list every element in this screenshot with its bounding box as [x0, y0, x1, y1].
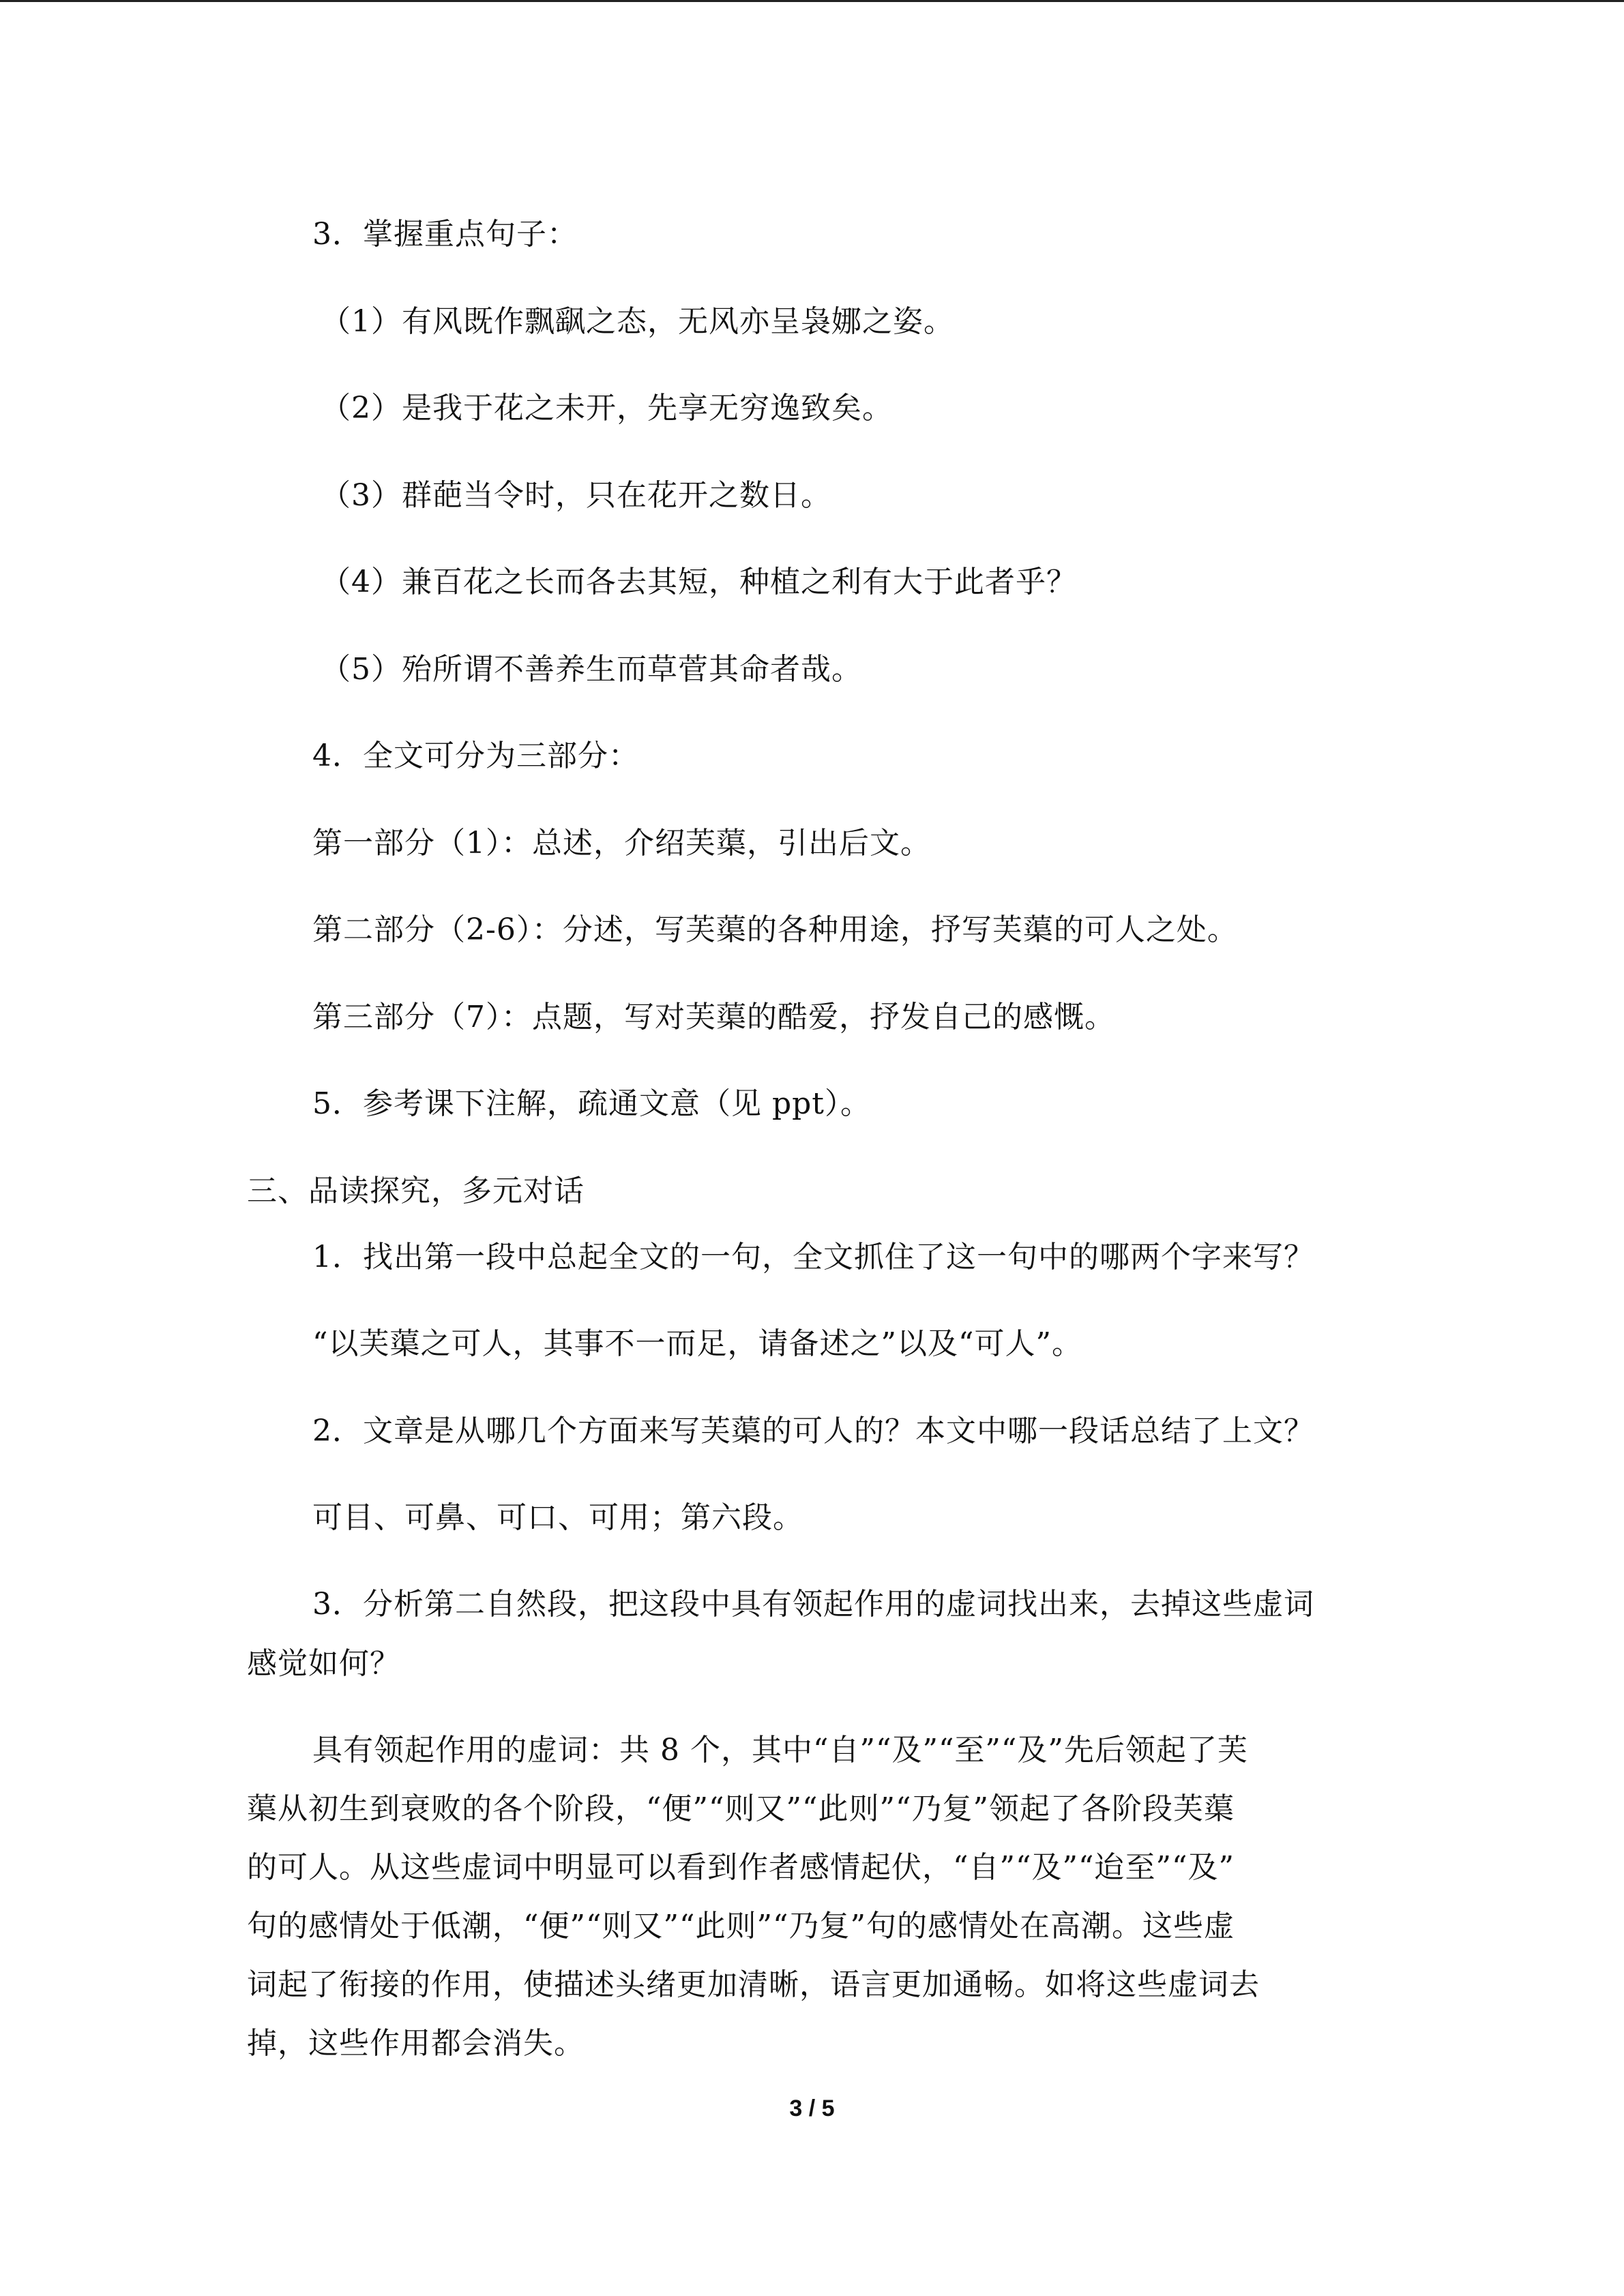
- question-1: 1．找出第一段中总起全文的一句，全文抓住了这一句中的哪两个字来写？: [312, 1240, 1314, 1274]
- answer-3-line-4: 句的感情处于低潮，“便”“则又”“此则”“乃复”句的感情处在高潮。这些虚: [247, 1909, 1235, 1943]
- section-3-heading: 三、品读探究，多元对话: [247, 1174, 585, 1208]
- part-2: 第二部分（2-6）：分述，写芙蕖的各种用途，抒写芙蕖的可人之处。: [312, 912, 1238, 947]
- sentence-3: （3）群葩当令时，只在花开之数日。: [321, 478, 831, 513]
- sentence-2: （2）是我于花之未开，先享无穷逸致矣。: [321, 391, 893, 426]
- answer-3-line-2: 蕖从初生到衰败的各个阶段，“便”“则又”“此则”“乃复”领起了各阶段芙蕖: [247, 1791, 1235, 1826]
- sentence-5: （5）殆所谓不善养生而草菅其命者哉。: [321, 652, 862, 687]
- question-2: 2．文章是从哪几个方面来写芙蕖的可人的？本文中哪一段话总结了上文？: [312, 1414, 1314, 1448]
- item-4-heading: 4．全文可分为三部分：: [312, 739, 639, 773]
- answer-2: 可目、可鼻、可口、可用；第六段。: [312, 1500, 803, 1535]
- question-3-line-1: 3．分析第二自然段，把这段中具有领起作用的虚词找出来，去掉这些虚词: [312, 1587, 1314, 1622]
- item-5-heading: 5．参考课下注解，疏通文意（见 ppt）。: [312, 1086, 871, 1121]
- answer-3-line-3: 的可人。从这些虚词中明显可以看到作者感情起伏，“自”“及”“迨至”“及”: [247, 1850, 1235, 1885]
- top-border-line: [0, 0, 1624, 2]
- page-number: 3 / 5: [789, 2096, 835, 2121]
- answer-3-line-1: 具有领起作用的虚词：共 8 个，其中“自”“及”“至”“及”先后领起了芙: [312, 1733, 1248, 1768]
- answer-3-line-6: 掉，这些作用都会消失。: [247, 2026, 585, 2061]
- item-3-heading: 3．掌握重点句子：: [312, 217, 578, 252]
- part-1: 第一部分（1）：总述，介绍芙蕖，引出后文。: [312, 826, 931, 861]
- part-3: 第三部分（7）：点题，写对芙蕖的酷爱，抒发自己的感慨。: [312, 1000, 1115, 1034]
- question-3-line-2: 感觉如何？: [247, 1646, 400, 1681]
- answer-3-line-5: 词起了衔接的作用，使描述头绪更加清晰，语言更加通畅。如将这些虚词去: [247, 1967, 1260, 2002]
- sentence-1: （1）有风既作飘飖之态，无风亦呈袅娜之姿。: [321, 304, 954, 339]
- sentence-4: （4）兼百花之长而各去其短，种植之利有大于此者乎？: [321, 565, 1077, 599]
- answer-1: “以芙蕖之可人，其事不一而足，请备述之”以及“可人”。: [312, 1326, 1082, 1361]
